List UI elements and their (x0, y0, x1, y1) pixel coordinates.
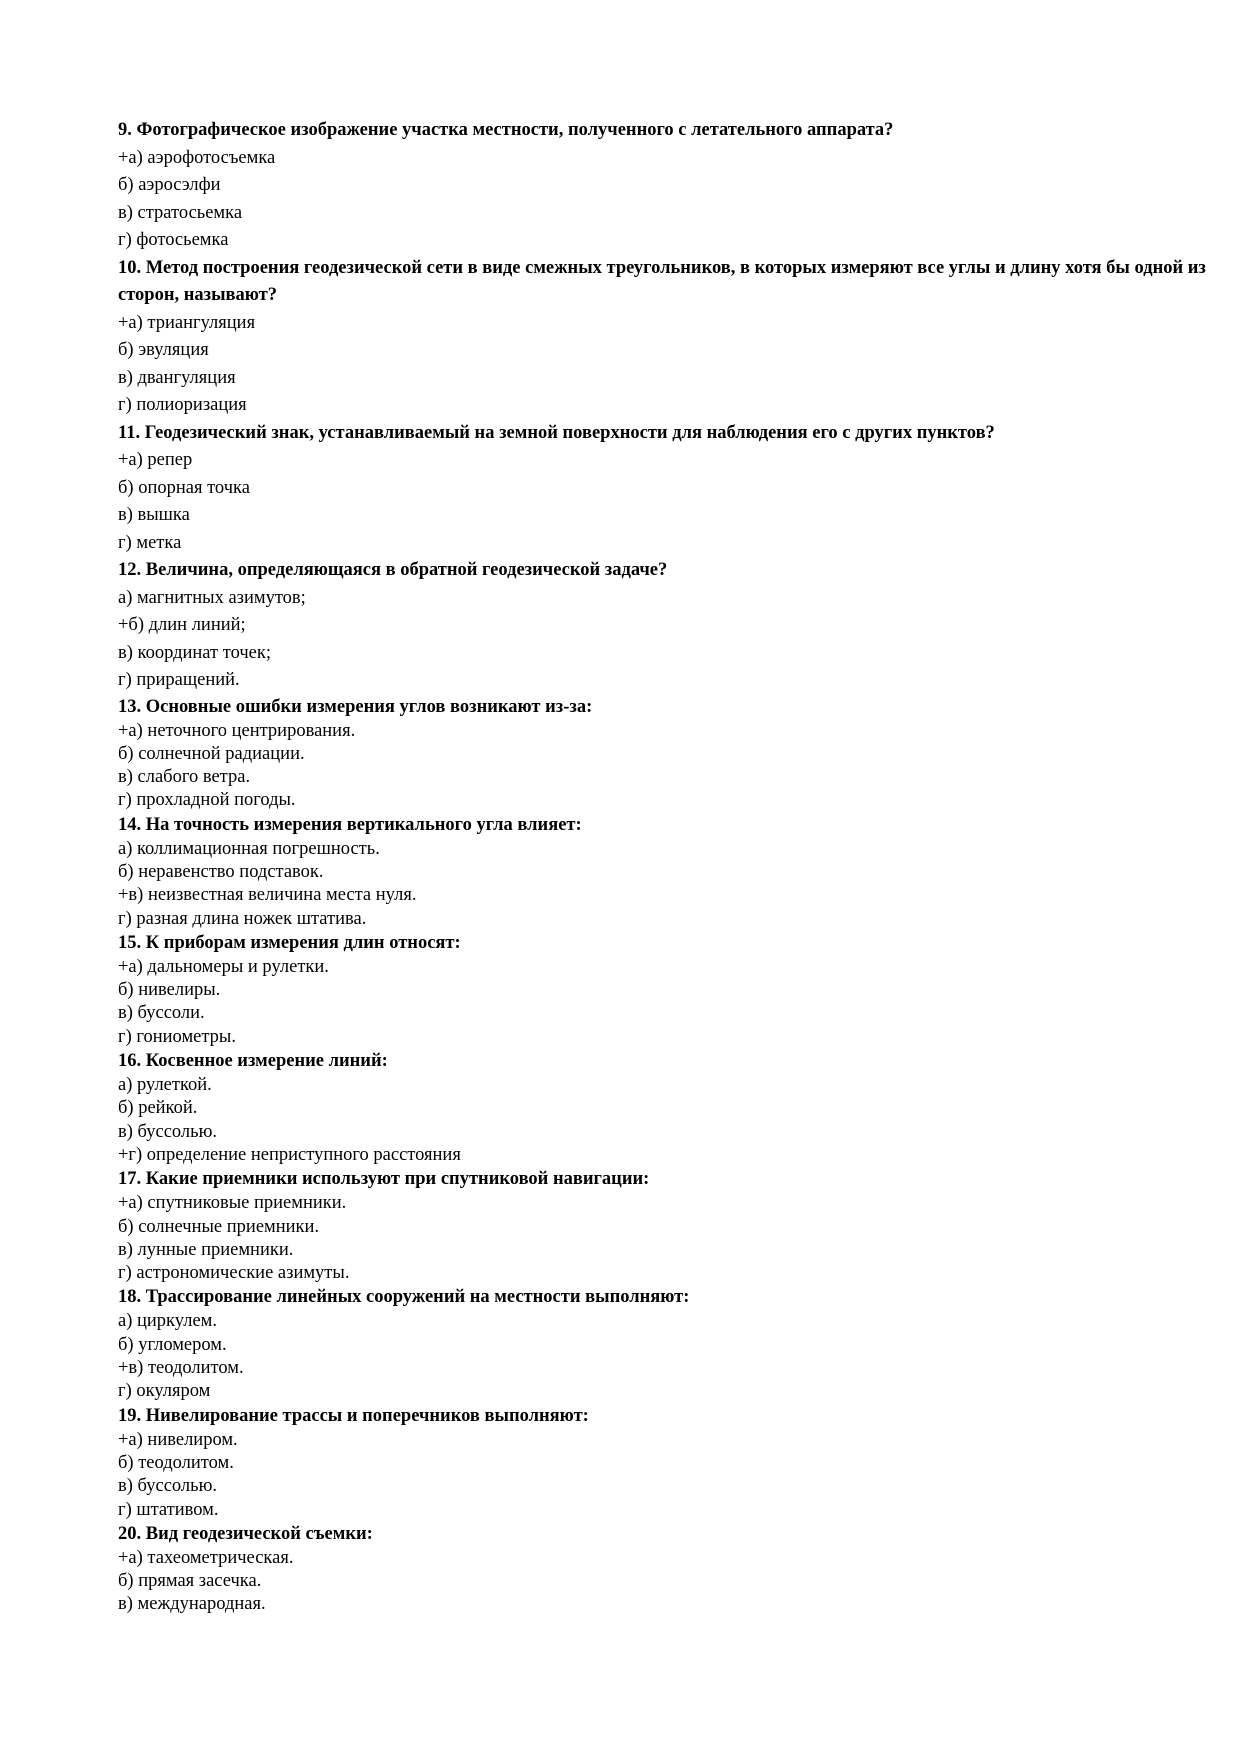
questions-block-9-12 (118, 117, 1208, 695)
answer-option: б) аэросэлфи (118, 175, 221, 195)
answer-option: +в) теодолитом. (118, 1358, 244, 1379)
question-11 (118, 420, 1208, 558)
answer-option: г) штативом. (118, 1499, 219, 1520)
answer-option: а) магнитных азимутов; (118, 587, 306, 608)
answer-option: б) нивелиры. (118, 980, 221, 1001)
question-15 (118, 931, 1208, 1049)
answer-option: в) двангуляция (118, 367, 236, 388)
question-title: 13. Основные ошибки измерения углов возникают из-за: (118, 696, 593, 717)
answer-option: в) координат точек; (118, 642, 271, 663)
question-18 (118, 1285, 1208, 1403)
answer-option: г) разная длина ножек штатива. (118, 908, 367, 929)
answer-option: в) лунные приемники. (118, 1239, 294, 1260)
answer-option: г) прохладной погоды. (118, 790, 296, 811)
question-title: 15. К приборам измерения длин относят: (118, 932, 461, 953)
answer-option: +а) неточного центрирования. (118, 720, 356, 741)
question-12 (118, 557, 1208, 695)
answer-option: б) солнечной радиации. (118, 743, 305, 764)
question-title: 17. Какие приемники используют при спутниковой навигации: (118, 1169, 650, 1190)
question-title: 12. Величина, определяющаяся в обратной геодезической задаче? (118, 560, 668, 580)
answer-option: +а) дальномеры и рулетки. (118, 956, 329, 977)
answer-option: +а) аэрофотосъемка (118, 147, 276, 168)
answer-option: в) буссолью. (118, 1121, 218, 1142)
question-20 (118, 1522, 1208, 1617)
document-page (118, 117, 1208, 1617)
answer-option: в) вышка (118, 505, 190, 525)
question-title: 11. Геодезический знак, устанавливаемый на земной поверхности для наблюдения его с других пунктов? (118, 422, 995, 443)
answer-option: +б) длин линий; (118, 615, 246, 635)
answer-option: г) гониометры. (118, 1026, 236, 1047)
answer-option: +а) триангуляция (118, 312, 256, 333)
answer-option: г) метка (118, 532, 182, 553)
answer-option: б) угломером. (118, 1334, 227, 1355)
answer-option: г) окуляром (118, 1381, 211, 1402)
question-title: 10. Метод построения геодезической сети в виде смежных треугольников, в которых измеряют все углы и длину хотя бы одной из сторон, называют? (118, 257, 1206, 305)
question-title: 14. На точность измерения вертикального угла влияет: (118, 814, 582, 835)
question-16 (118, 1049, 1208, 1167)
answer-option: б) прямая засечка. (118, 1571, 262, 1592)
questions-block-13-20 (118, 695, 1208, 1617)
question-title: 19. Нивелирование трассы и поперечников выполняют: (118, 1405, 589, 1426)
answer-option: +г) определение неприступного расстояния (118, 1144, 461, 1165)
answer-option: в) буссолью. (118, 1476, 218, 1497)
answer-option: в) буссоли. (118, 1003, 205, 1024)
answer-option: б) теодолитом. (118, 1452, 234, 1473)
answer-option: +а) спутниковые приемники. (118, 1193, 347, 1214)
answer-option: в) международная. (118, 1594, 266, 1615)
answer-option: в) стратосьемка (118, 202, 243, 223)
question-title: 9. Фотографическое изображение участка местности, полученного с летательного аппарата? (118, 120, 894, 140)
answer-option: г) астрономические азимуты. (118, 1263, 350, 1284)
answer-option: б) солнечные приемники. (118, 1216, 320, 1237)
answer-option: а) циркулем. (118, 1311, 217, 1332)
question-17 (118, 1167, 1208, 1285)
answer-option: а) коллимационная погрешность. (118, 838, 380, 859)
answer-option: б) неравенство подставок. (118, 861, 324, 882)
question-title: 18. Трассирование линейных сооружений на местности выполняют: (118, 1287, 690, 1308)
question-13 (118, 695, 1208, 813)
answer-option: б) рейкой. (118, 1098, 198, 1119)
answer-option: в) слабого ветра. (118, 767, 251, 788)
answer-option: б) опорная точка (118, 477, 250, 498)
question-title: 16. Косвенное измерение линий: (118, 1051, 388, 1072)
answer-option: +а) репер (118, 450, 193, 470)
answer-option: +в) неизвестная величина места нуля. (118, 885, 417, 906)
question-19 (118, 1404, 1208, 1522)
answer-option: г) приращений. (118, 670, 240, 690)
answer-option: +а) тахеометрическая. (118, 1547, 294, 1568)
question-9 (118, 117, 1208, 255)
question-14 (118, 813, 1208, 931)
question-10 (118, 255, 1208, 420)
answer-option: г) фотосьемка (118, 230, 229, 250)
question-title: 20. Вид геодезической съемки: (118, 1523, 373, 1544)
answer-option: а) рулеткой. (118, 1075, 212, 1096)
answer-option: г) полиоризация (118, 395, 247, 415)
answer-option: б) эвуляция (118, 340, 209, 360)
answer-option: +а) нивелиром. (118, 1429, 238, 1450)
